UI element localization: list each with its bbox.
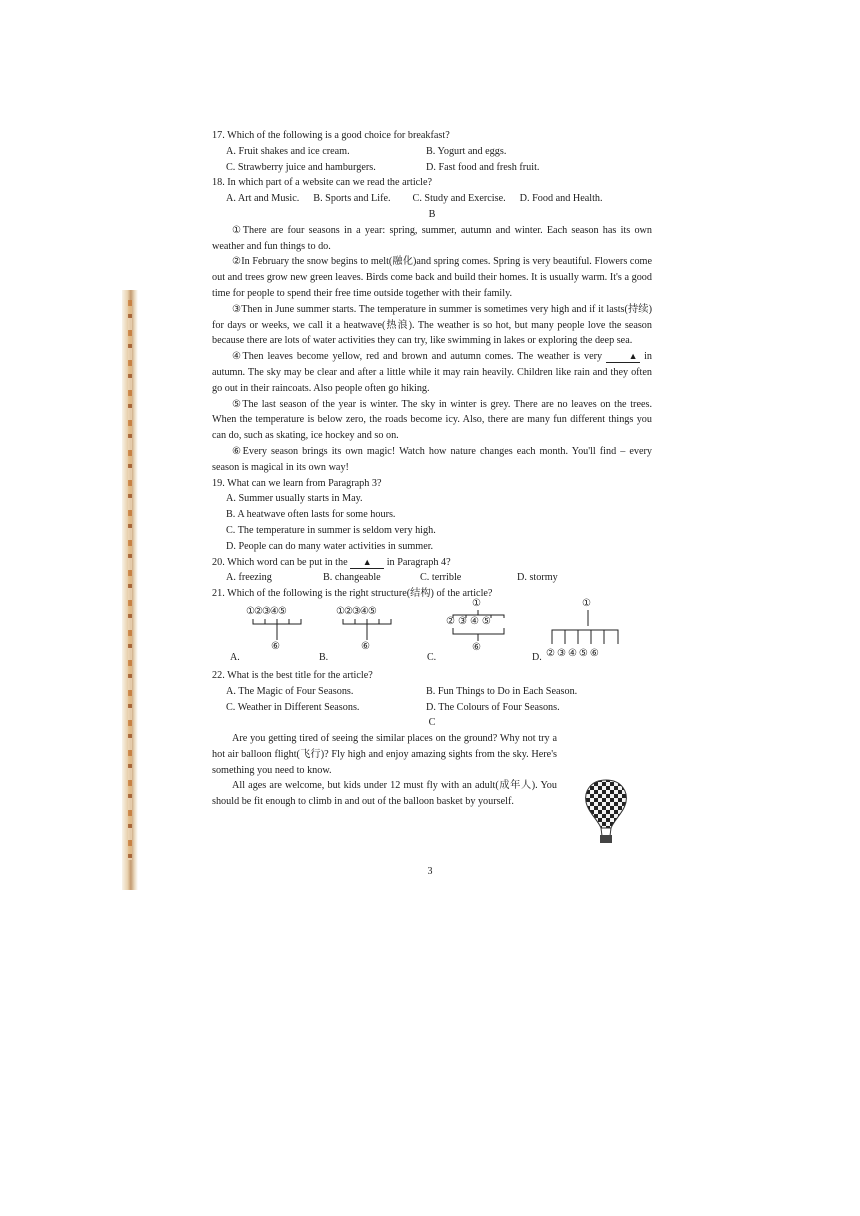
q17-options-row2: [226, 160, 652, 176]
hot-air-balloon-image: [582, 778, 630, 851]
q21-option-c-letter: C.: [427, 651, 437, 663]
q19-option-a[interactable]: A. Summer usually starts in May.: [226, 493, 363, 505]
page-number: 3: [427, 866, 433, 877]
book-binding-stripe: [128, 300, 132, 860]
q21-option-b-letter: B.: [319, 651, 329, 663]
passage-b-label: B: [428, 208, 436, 220]
q21-a-bottom-circle: ⑥: [271, 640, 280, 652]
q17-option-c[interactable]: C. Strawberry juice and hamburgers.: [226, 161, 376, 173]
passage-b-paragraph-4-start: ④Then leaves become yellow, red and brown and autumn comes. The weather is very: [232, 351, 603, 363]
passage-c-paragraph-1: Are you getting tired of seeing the similar places on the ground? Why not try a hot air balloon flight(飞行)? Fly high and enjoy amazing sights from the sky. Here's something you need to know.: [212, 733, 557, 776]
q22-option-d[interactable]: D. The Colours of Four Seasons.: [426, 701, 560, 713]
q20-option-a[interactable]: A. freezing: [226, 572, 272, 584]
q17-stem: 17. Which of the following is a good choice for breakfast?: [212, 130, 450, 141]
exam-page: [212, 128, 652, 810]
q18-option-a[interactable]: A. Art and Music.: [226, 193, 300, 205]
q21-c-middle-circles: ②③④⑤: [446, 615, 494, 627]
q18-option-d[interactable]: D. Food and Health.: [519, 193, 603, 205]
q20-blank-mark: ▲: [350, 557, 384, 569]
q20-stem-start: 20. Which word can be put in the: [212, 556, 348, 568]
q21-option-d-letter: D.: [532, 651, 542, 663]
q17-options-row1: [226, 144, 652, 160]
passage-b-paragraph-2: ②In February the snow begins to melt(融化)and spring comes. Spring is very beautiful. Flowers come out and trees grow new green leaves. Birds come back and build their homes. It is usually warm. It's a good time for people to spend their free time outside together with their family.: [212, 256, 652, 299]
q17-option-d[interactable]: D. Fast food and fresh fruit.: [426, 161, 540, 173]
passage-c: [212, 731, 557, 810]
q22-option-a[interactable]: A. The Magic of Four Seasons.: [226, 685, 354, 697]
q21-b-tree-lines: [312, 604, 412, 668]
q21-d-bottom-circles: ②③④⑤⑥: [546, 647, 601, 659]
passage-b-paragraph-6: ⑥Every season brings its own magic! Watch how nature changes each month. You'll find – every season is magical in its own way!: [212, 445, 652, 473]
q21-stem: 21. Which of the following is the right structure(结构) of the article?: [212, 588, 493, 600]
q21-diagram-b[interactable]: [312, 604, 412, 668]
q18-options: [226, 191, 652, 207]
q21-b-bottom-circle: ⑥: [361, 640, 370, 652]
q21-d-top-circle: ①: [582, 597, 591, 609]
q19-option-b[interactable]: B. A heatwave often lasts for some hours.: [226, 509, 396, 521]
q20-stem: [212, 555, 652, 571]
q20-stem-end: in Paragraph 4?: [386, 556, 451, 568]
q20-option-b[interactable]: B. changeable: [323, 572, 381, 584]
q21-diagram-d[interactable]: [522, 597, 622, 668]
q19-option-c[interactable]: C. The temperature in summer is seldom very high.: [226, 524, 436, 536]
q21-structure-diagrams: [212, 597, 652, 668]
q21-c-top-circle: ①: [472, 597, 481, 609]
passage-b-paragraph-5: ⑤The last season of the year is winter. The sky in winter is grey. There are no leaves on the trees. When the temperature is below zero, the roads become icy. Also, there are many fun different things you can do, such as skating, ice hockey and so on.: [212, 398, 652, 442]
blank-triangle-mark: ▲: [606, 351, 640, 363]
q22-option-b[interactable]: B. Fun Things to Do in Each Season.: [426, 685, 578, 697]
passage-c-label: C: [428, 717, 436, 729]
q20-options: [226, 570, 652, 586]
q21-b-top-circles: ①②③④⑤: [336, 605, 376, 617]
passage-b-paragraph-1: ①There are four seasons in a year: spring, summer, autumn and winter. Each season has its own weather and fun things to do.: [212, 224, 652, 252]
q21-diagram-a[interactable]: [212, 604, 312, 668]
q21-a-top-circles: ①②③④⑤: [246, 605, 286, 617]
q21-a-tree-lines: [212, 604, 312, 668]
q21-d-tree-lines: [522, 604, 622, 668]
q19-stem: 19. What can we learn from Paragraph 3?: [212, 477, 382, 489]
passage-b-paragraph-4: [212, 349, 652, 396]
passage-b-paragraph-4-end: in autumn. The sky may be clear and after a little while it may rain heavily. Children like rain and they often go out in their raincoats. Also people often go hiking.: [212, 351, 653, 394]
passage-b-paragraph-3: ③Then in June summer starts. The temperature in summer is sometimes very high and if it lasts(持续) for days or weeks, we call it a heatwave(热浪). The weather is so hot, but many people love the season because there are lots of water activities they can try, like swimming in lakes or exploring the deep sea.: [212, 303, 652, 347]
q20-option-c[interactable]: C. terrible: [420, 572, 462, 584]
q20-option-d[interactable]: D. stormy: [517, 572, 558, 584]
q17-option-a[interactable]: A. Fruit shakes and ice cream.: [226, 145, 350, 157]
q19-option-d[interactable]: D. People can do many water activities in summer.: [226, 540, 434, 552]
q22-stem: 22. What is the best title for the article?: [212, 669, 373, 681]
q17-option-b[interactable]: B. Yogurt and eggs.: [426, 145, 507, 157]
q18-option-b[interactable]: B. Sports and Life.: [313, 193, 391, 205]
q18-stem: 18. In which part of a website can we read the article?: [212, 177, 433, 189]
q21-option-a-letter: A.: [230, 651, 240, 663]
q21-diagram-c[interactable]: [416, 597, 516, 668]
q22-options-row2: [226, 700, 652, 716]
q21-c-tree-lines: [416, 604, 516, 668]
q22-option-c[interactable]: C. Weather in Different Seasons.: [226, 701, 360, 713]
q18-option-c[interactable]: C. Study and Exercise.: [412, 193, 506, 205]
passage-c-paragraph-2: All ages are welcome, but kids under 12 must fly with an adult(成年人). You should be fit enough to climb in and out of the balloon basket by yourself.: [212, 780, 557, 808]
q21-c-bottom-circle: ⑥: [472, 641, 481, 653]
q22-options-row1: [226, 684, 652, 700]
